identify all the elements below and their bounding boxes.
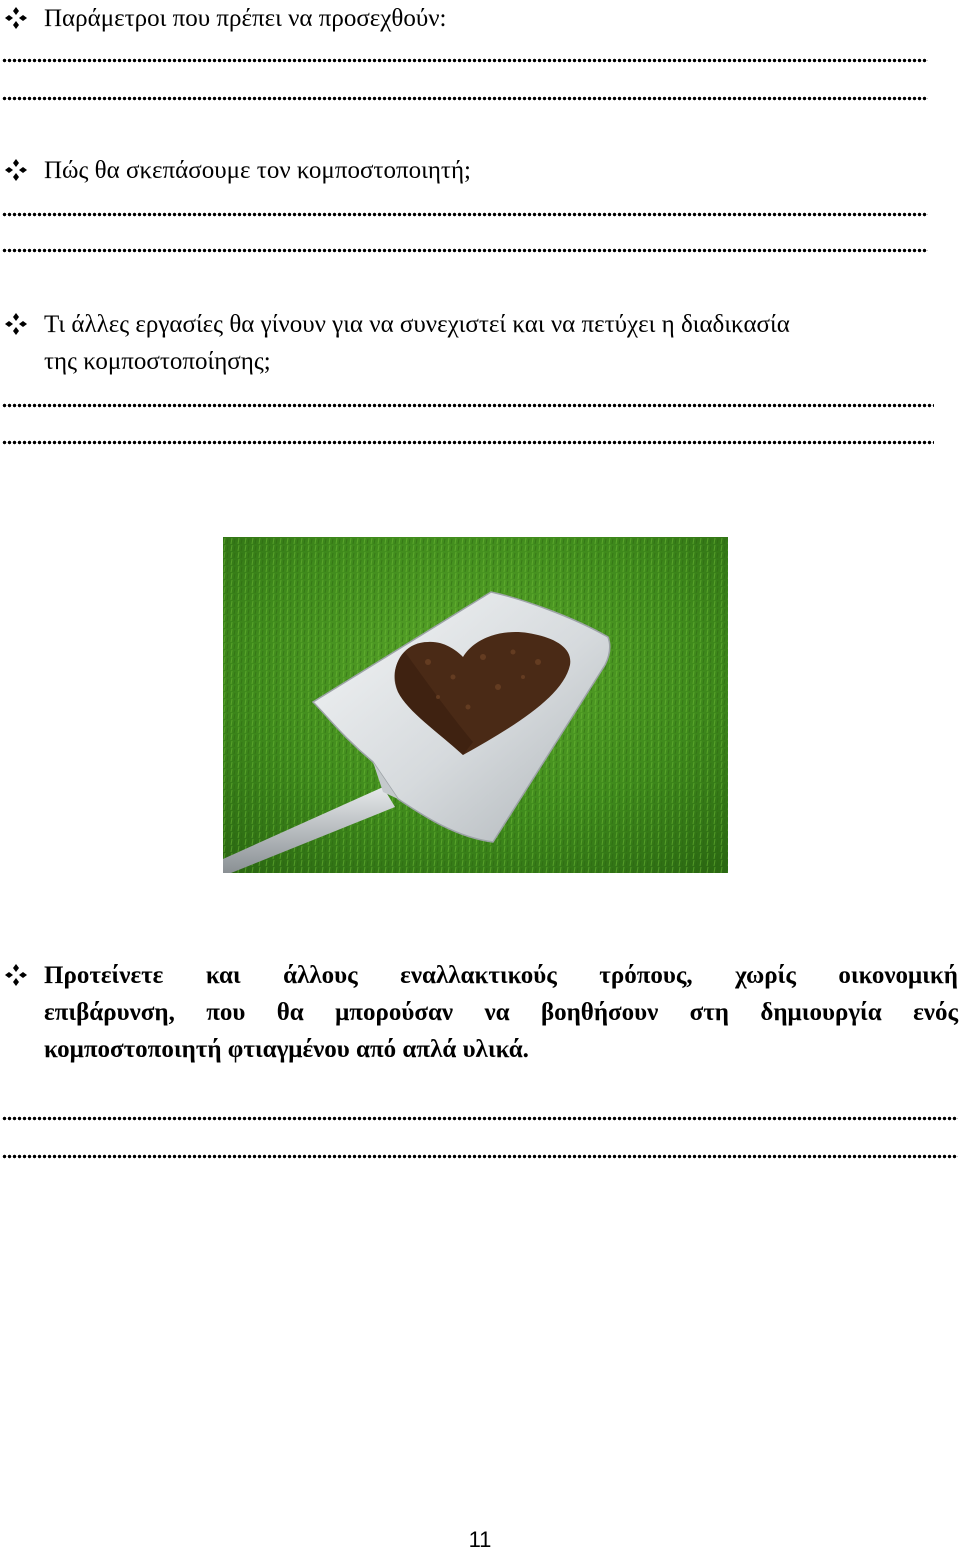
page-number: 11 — [468, 1527, 492, 1552]
answer-line[interactable] — [2, 1116, 958, 1124]
answer-line[interactable] — [2, 440, 934, 448]
answer-line[interactable] — [2, 58, 928, 66]
diamond-bullet-icon — [0, 152, 44, 186]
question-text: Πώς θα σκεπάσουμε τον κομποστοποιητή; — [44, 157, 471, 184]
question-text: Παράμετροι που πρέπει να προσεχθούν: — [44, 5, 447, 32]
question-text-line-2: επιβάρυνση, που θα μπορούσαν να βοηθήσουν στη δημιουργία ενός — [44, 999, 958, 1026]
answer-line[interactable] — [2, 403, 934, 411]
question-text-line-3: κομποστοποιητή φτιαγμένου από απλά υλικά. — [44, 1036, 529, 1063]
question-text-line-1: Προτείνετε και άλλους εναλλακτικούς τρόπους, χωρίς οικονομική — [44, 962, 958, 989]
question-text-line-2: της κομποστοποίησης; — [44, 348, 271, 375]
question-1 — [0, 0, 960, 37]
answer-line[interactable] — [2, 212, 928, 220]
question-text-line-1: Τι άλλες εργασίες θα γίνουν για να συνεχιστεί και να πετύχει η διαδικασία — [44, 311, 790, 338]
diamond-bullet-icon — [0, 0, 44, 34]
diamond-bullet-icon — [0, 957, 44, 991]
answer-line[interactable] — [2, 1154, 958, 1162]
diamond-bullet-icon — [0, 306, 44, 340]
answer-line[interactable] — [2, 96, 928, 104]
question-2 — [0, 152, 960, 189]
question-3 — [0, 306, 960, 380]
answer-line[interactable] — [2, 248, 928, 256]
question-4 — [0, 957, 960, 1068]
compost-shovel-photo — [223, 537, 728, 873]
